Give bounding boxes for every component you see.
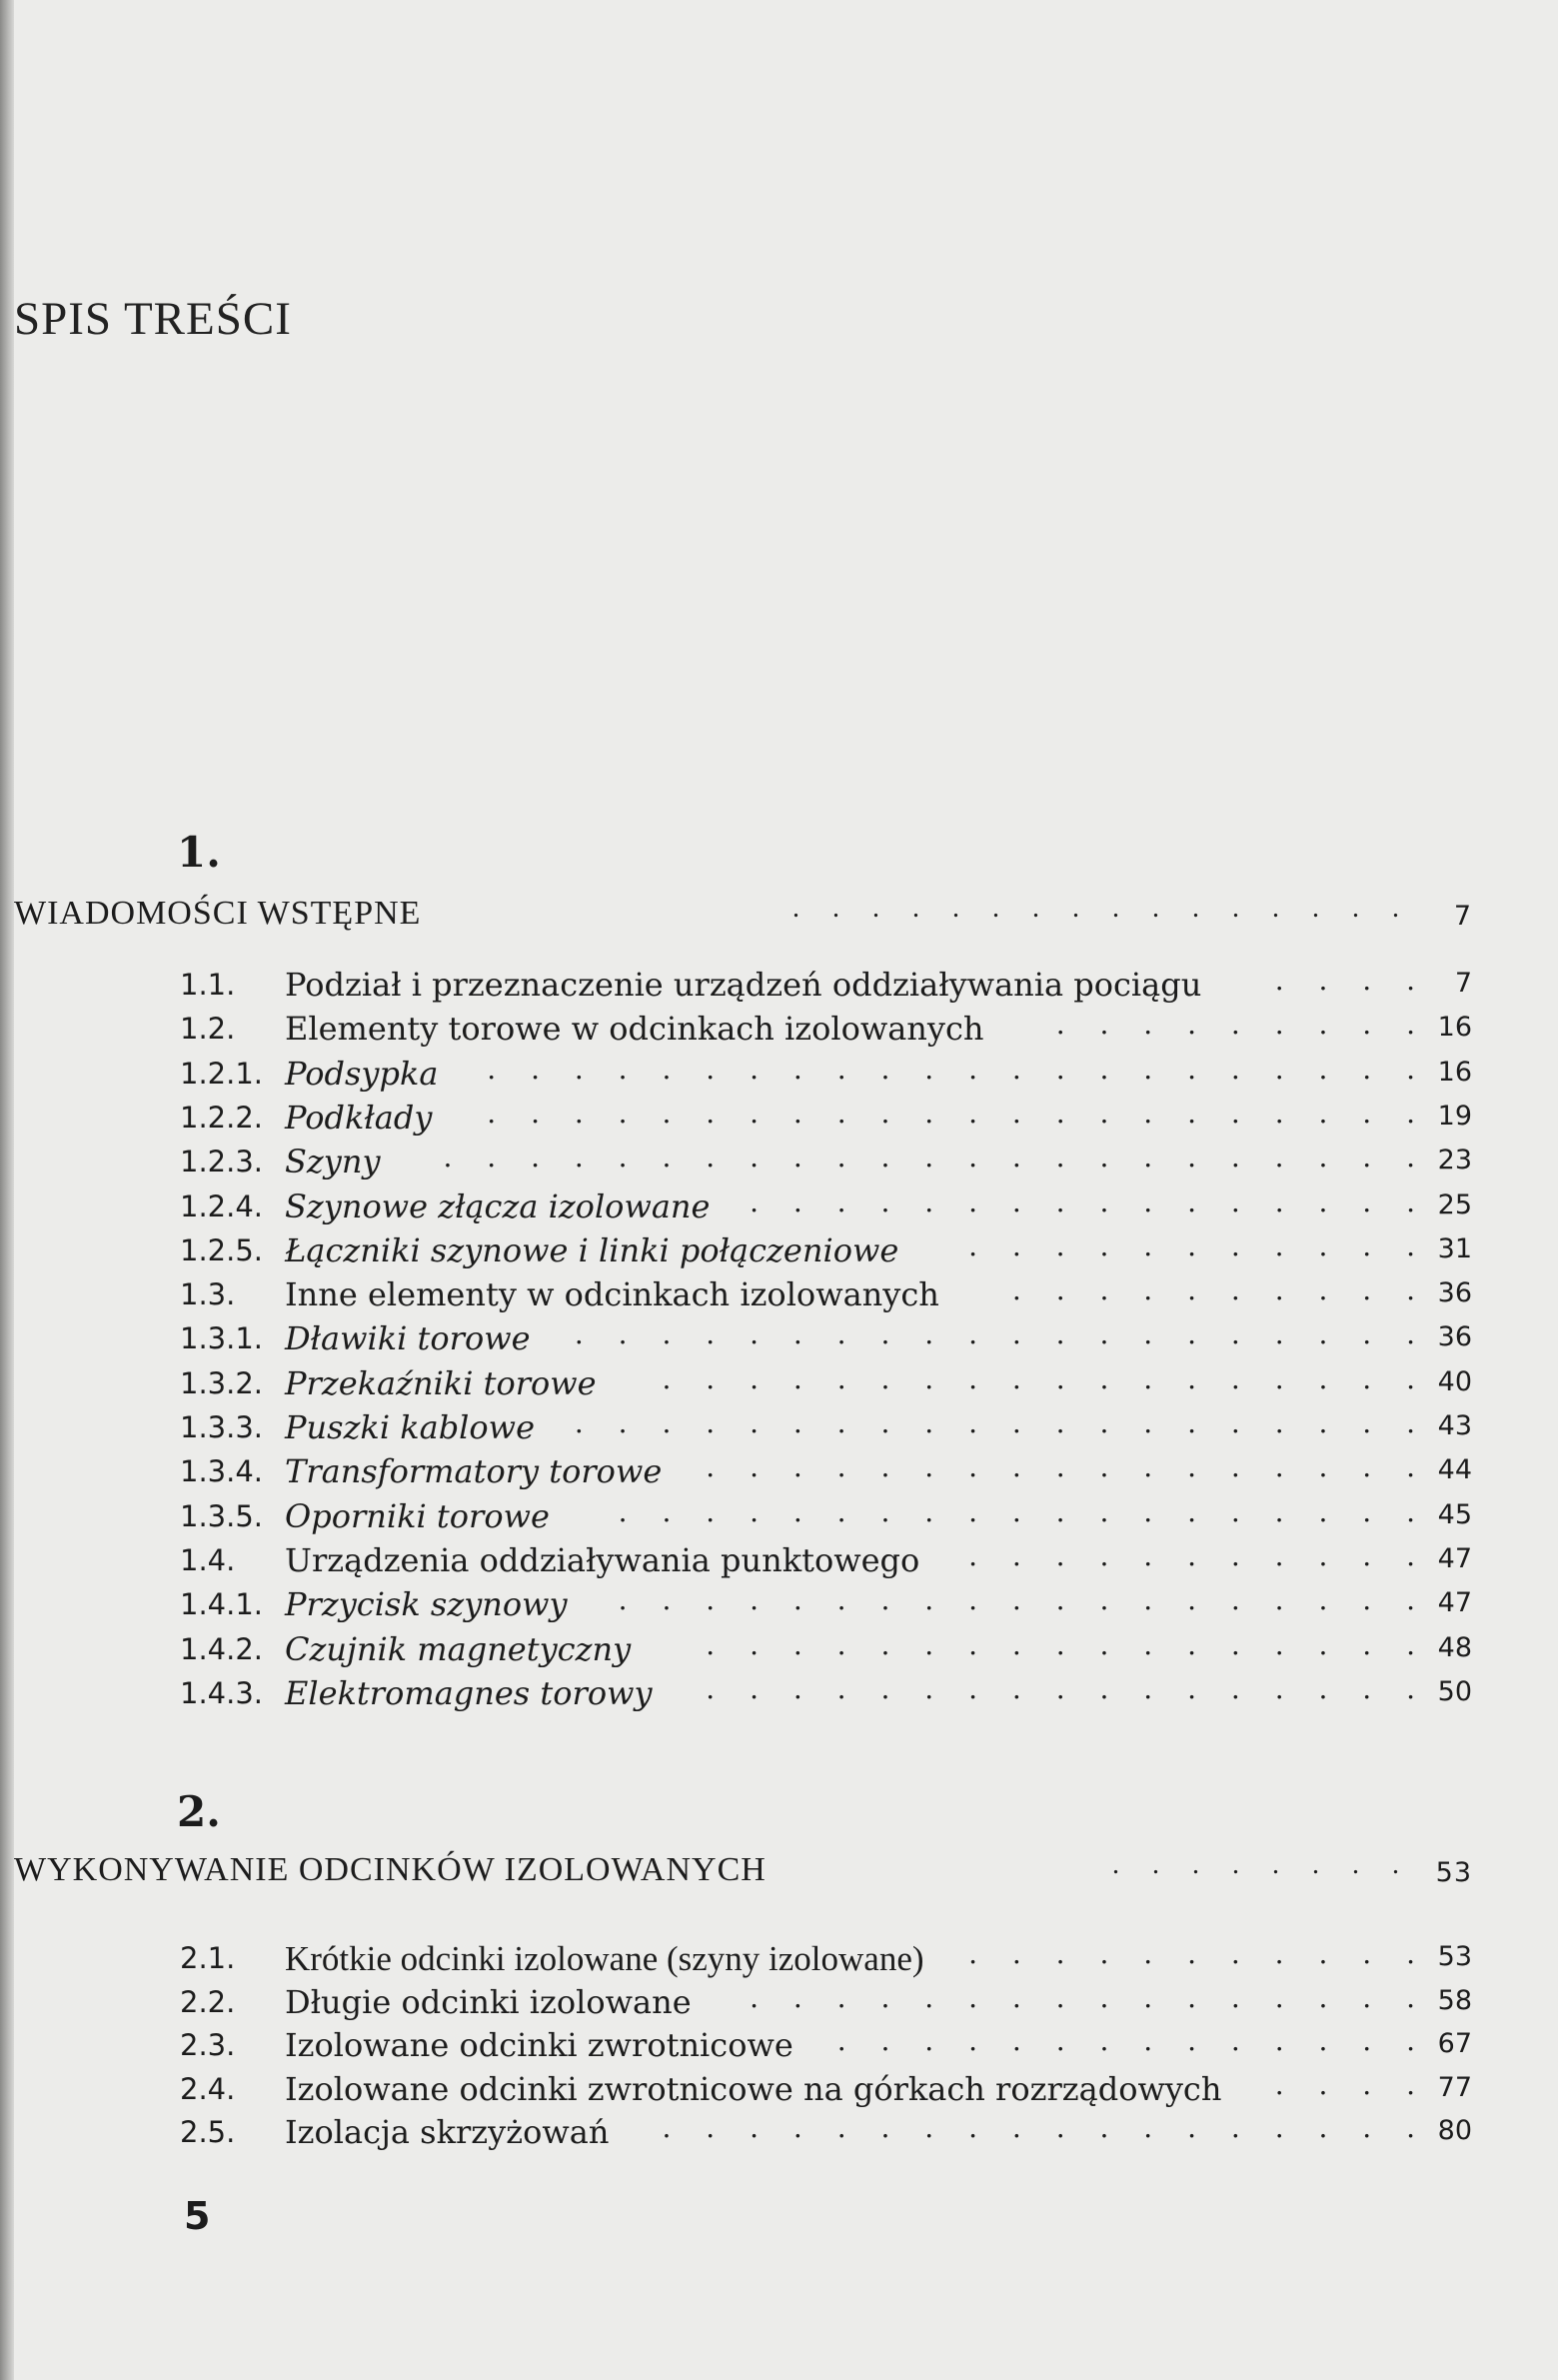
entry-title: Czujnik magnetyczny bbox=[285, 1629, 632, 1668]
entry-title: Izolowane odcinki zwrotnicowe bbox=[285, 2026, 793, 2064]
entry-number: 2.3. bbox=[180, 2028, 236, 2062]
toc-entry bbox=[0, 1980, 1558, 2029]
leader-dots: . . . . . . . . . . . . . . . . . bbox=[706, 1627, 1428, 1661]
entry-page: 48 bbox=[1437, 1631, 1472, 1663]
leader-dots: . . . . . . . . . . . bbox=[968, 1937, 1428, 1970]
page-number: 5 bbox=[184, 2194, 211, 2238]
toc-entry bbox=[0, 1273, 1558, 1321]
entry-title: Dławiki torowe bbox=[285, 1319, 531, 1358]
entry-number: 1.2.1. bbox=[180, 1056, 264, 1091]
leader-dots: . . . . . . . . bbox=[1112, 1849, 1412, 1880]
toc-entry bbox=[0, 1627, 1558, 1676]
entry-title: Podsypka bbox=[285, 1054, 439, 1093]
entry-page: 23 bbox=[1437, 1145, 1472, 1177]
toc-entry bbox=[0, 1937, 1558, 1985]
leader-dots: . . . . . . . . . . . . . . . . . . bbox=[662, 2111, 1428, 2144]
toc-entry bbox=[0, 964, 1558, 1012]
page-title: SPIS TREŚCI bbox=[14, 293, 292, 345]
leader-dots: . . . . . . . . . . . . . . . . . . . . . . bbox=[487, 1096, 1428, 1130]
entry-title: Szyny bbox=[285, 1143, 381, 1182]
entry-title: Przycisk szynowy bbox=[285, 1585, 568, 1624]
leader-dots: . . . . . . . . . . . . . . . . . . . bbox=[618, 1494, 1428, 1528]
entry-number: 2.2. bbox=[180, 1984, 236, 2019]
chapter-title: WIADOMOŚCI WSTĘPNE bbox=[14, 895, 422, 932]
entry-page: 19 bbox=[1437, 1100, 1472, 1132]
leader-dots: . . . . . . . . . . . . . . . . . . . . . . . bbox=[443, 1141, 1428, 1175]
entry-number: 1.2.3. bbox=[180, 1145, 264, 1180]
toc-entry bbox=[0, 1583, 1558, 1631]
entry-title: Izolacja skrzyżowań bbox=[285, 2113, 610, 2151]
toc-entry bbox=[0, 1008, 1558, 1056]
toc-entry bbox=[0, 2111, 1558, 2159]
entry-number: 1.3.1. bbox=[180, 1321, 264, 1356]
leader-dots: . . . . . . . . . . . . . . . . bbox=[750, 1185, 1428, 1218]
entry-page: 31 bbox=[1437, 1232, 1472, 1264]
entry-title: Oporniki torowe bbox=[285, 1496, 550, 1535]
entry-title: Długie odcinki izolowane bbox=[285, 1982, 692, 2021]
entry-page: 47 bbox=[1437, 1587, 1472, 1619]
chapter-number: 2. bbox=[177, 1787, 221, 1836]
chapter-number: 1. bbox=[177, 828, 221, 877]
entry-page: 80 bbox=[1437, 2115, 1472, 2146]
entry-number: 1.3. bbox=[180, 1277, 236, 1312]
entry-page: 16 bbox=[1437, 1056, 1472, 1088]
entry-number: 1.3.3. bbox=[180, 1410, 264, 1444]
entry-number: 1.4. bbox=[180, 1542, 236, 1577]
toc-entry bbox=[0, 1671, 1558, 1720]
entry-number: 2.4. bbox=[180, 2071, 236, 2106]
toc-entry bbox=[0, 2024, 1558, 2072]
entry-page: 53 bbox=[1437, 1941, 1472, 1972]
entry-page: 7 bbox=[1454, 968, 1472, 999]
toc-entry bbox=[0, 1450, 1558, 1498]
chapter-heading bbox=[14, 1851, 1472, 1895]
entry-page: 40 bbox=[1437, 1365, 1472, 1397]
chapter-heading bbox=[14, 895, 1472, 939]
leader-dots: . . . . . . . . . . . . . . . . . . . bbox=[618, 1583, 1428, 1617]
entry-page: 43 bbox=[1437, 1410, 1472, 1441]
entry-number: 2.5. bbox=[180, 2115, 236, 2149]
entry-title: Łączniki szynowe i linki połączeniowe bbox=[285, 1230, 899, 1269]
entry-title: Przekaźniki torowe bbox=[285, 1363, 597, 1402]
entry-page: 45 bbox=[1437, 1498, 1472, 1530]
entry-number: 1.3.4. bbox=[180, 1454, 264, 1489]
leader-dots: . . . . . . . . . . bbox=[1011, 1273, 1428, 1307]
leader-dots: . . . . . . . . . . . . . . . . . . bbox=[662, 1361, 1428, 1395]
entry-title: Inne elementy w odcinkach izolowanych bbox=[285, 1275, 939, 1314]
entry-number: 1.2.2. bbox=[180, 1100, 264, 1135]
entry-number: 1.1. bbox=[180, 968, 236, 1002]
entry-title: Elektromagnes torowy bbox=[285, 1673, 653, 1712]
entry-number: 1.4.3. bbox=[180, 1675, 264, 1710]
toc-entry bbox=[0, 1141, 1558, 1189]
entry-page: 16 bbox=[1437, 1012, 1472, 1044]
toc-entry bbox=[0, 1361, 1558, 1410]
toc-entry bbox=[0, 2067, 1558, 2116]
leader-dots: . . . . . . . . . . . . . . . . . . . . . . bbox=[487, 1052, 1428, 1086]
leader-dots: . . . . . . . . . . . . . . . . . bbox=[706, 1450, 1428, 1484]
leader-dots: . . . . . . . . . bbox=[1055, 1008, 1428, 1042]
toc-entry bbox=[0, 1052, 1558, 1101]
entry-number: 1.2.5. bbox=[180, 1232, 264, 1267]
entry-title: Podział i przeznaczenie urządzeń oddziaływania pociągu bbox=[285, 966, 1202, 1004]
leader-dots: . . . . . . . . . . . . . . . . bbox=[792, 893, 1412, 924]
chapter-page: 7 bbox=[1453, 901, 1472, 932]
toc-entry bbox=[0, 1185, 1558, 1233]
leader-dots: . . . . . . . . . . . . . . . . . . . . bbox=[574, 1406, 1428, 1439]
toc-entry bbox=[0, 1494, 1558, 1543]
entry-page: 67 bbox=[1437, 2028, 1472, 2059]
leader-dots: . . . . . . . . . . . . . . bbox=[836, 2024, 1428, 2057]
leader-dots: . . . . . . . . . . . bbox=[968, 1538, 1428, 1572]
entry-number: 1.4.1. bbox=[180, 1587, 264, 1622]
leader-dots: . . . . bbox=[1274, 2067, 1428, 2101]
entry-number: 1.3.2. bbox=[180, 1365, 264, 1400]
entry-title: Elementy torowe w odcinkach izolowanych bbox=[285, 1010, 984, 1049]
leader-dots: . . . . . . . . . . . . . . . . . bbox=[706, 1671, 1428, 1705]
entry-title: Izolowane odcinki zwrotnicowe na górkach rozrządowych bbox=[285, 2069, 1222, 2108]
entry-title: Podkłady bbox=[285, 1098, 433, 1137]
entry-number: 1.3.5. bbox=[180, 1498, 264, 1533]
entry-page: 50 bbox=[1437, 1675, 1472, 1707]
chapter-page: 53 bbox=[1435, 1857, 1472, 1888]
entry-page: 36 bbox=[1437, 1321, 1472, 1353]
entry-title: Puszki kablowe bbox=[285, 1408, 535, 1446]
entry-page: 25 bbox=[1437, 1189, 1472, 1220]
entry-title: Krótkie odcinki izolowane (szyny izolowane) bbox=[285, 1939, 924, 1978]
leader-dots: . . . . bbox=[1274, 964, 1428, 997]
leader-dots: . . . . . . . . . . . . . . . . . . . . bbox=[574, 1317, 1428, 1351]
entry-page: 44 bbox=[1437, 1454, 1472, 1486]
entry-number: 1.2. bbox=[180, 1012, 236, 1047]
entry-number: 2.1. bbox=[180, 1941, 236, 1975]
entry-page: 36 bbox=[1437, 1277, 1472, 1309]
entry-title: Szynowe złącza izolowane bbox=[285, 1187, 711, 1225]
toc-entry bbox=[0, 1406, 1558, 1454]
chapter-title: WYKONYWANIE ODCINKÓW IZOLOWANYCH bbox=[14, 1851, 767, 1888]
toc-entry bbox=[0, 1096, 1558, 1145]
toc-entry bbox=[0, 1538, 1558, 1587]
entry-number: 1.4.2. bbox=[180, 1631, 264, 1666]
toc-entry bbox=[0, 1228, 1558, 1277]
entry-page: 77 bbox=[1437, 2071, 1472, 2103]
entry-title: Transformatory torowe bbox=[285, 1452, 663, 1491]
leader-dots: . . . . . . . . . . . . . . . . bbox=[750, 1980, 1428, 2014]
entry-title: Urządzenia oddziaływania punktowego bbox=[285, 1540, 920, 1579]
entry-number: 1.2.4. bbox=[180, 1189, 264, 1223]
entry-page: 47 bbox=[1437, 1542, 1472, 1574]
entry-page: 58 bbox=[1437, 1984, 1472, 2016]
leader-dots: . . . . . . . . . . . bbox=[968, 1228, 1428, 1262]
toc-entry bbox=[0, 1317, 1558, 1365]
